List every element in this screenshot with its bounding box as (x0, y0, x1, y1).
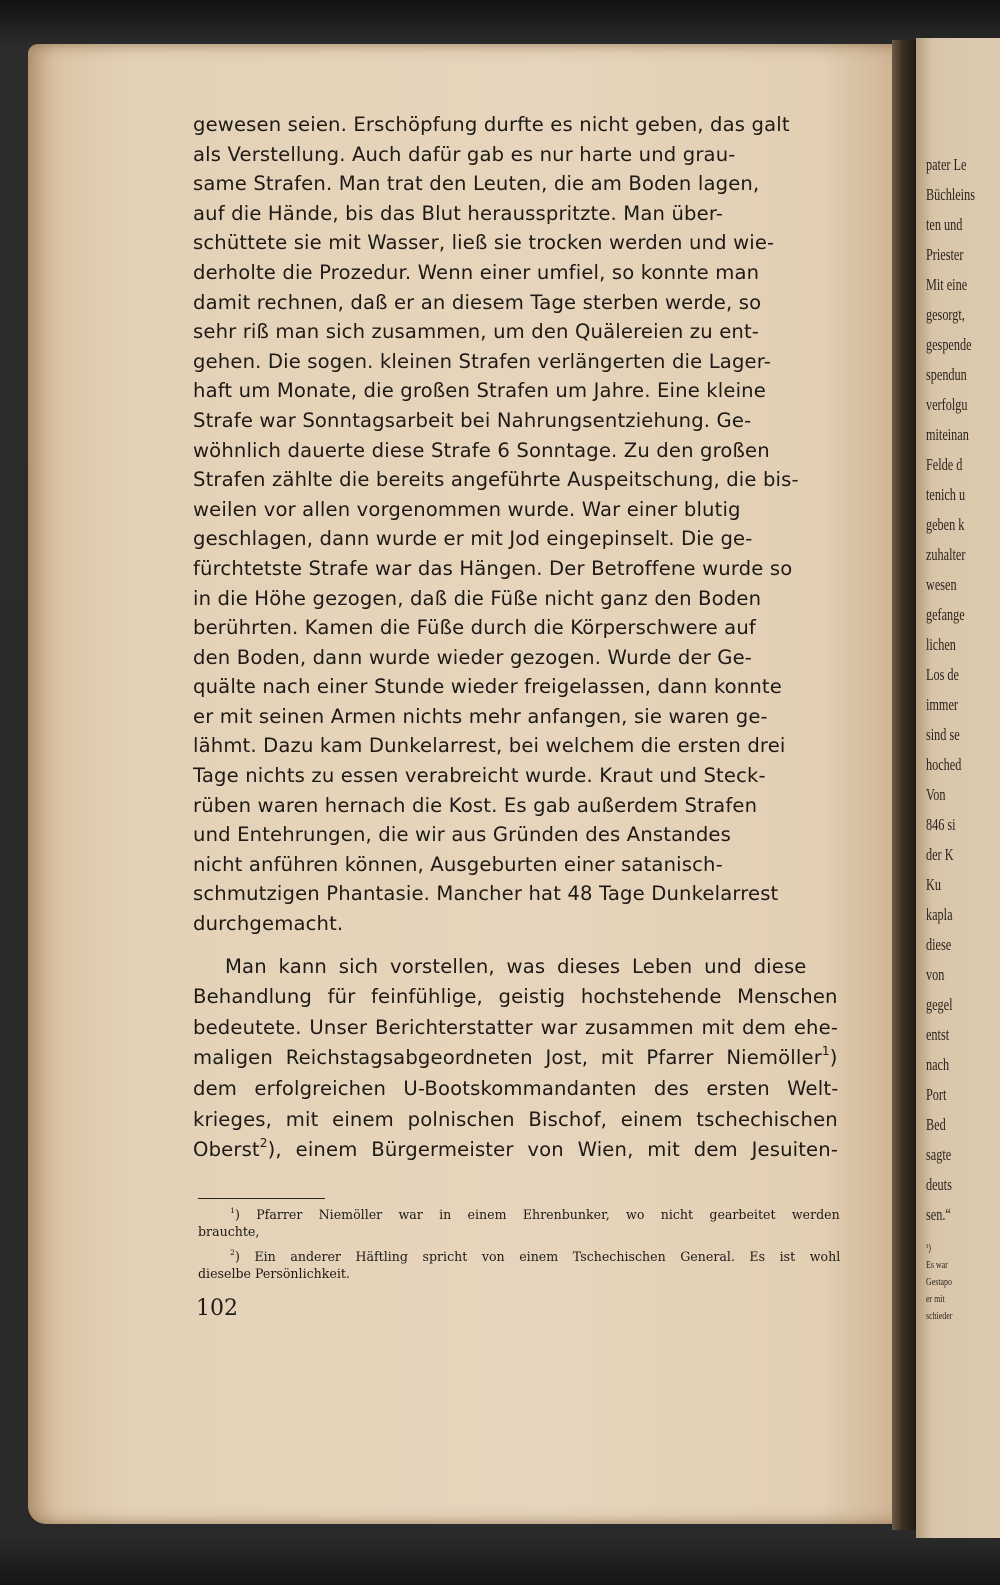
text-line: Oberst$^2$), einem Bürgermeister von Wien, mit dem Jesuiten- (193, 1135, 838, 1162)
text-line: lähmt. Dazu kam Dunkelarrest, bei welchem die ersten drei (193, 734, 786, 758)
facing-page-line: nach (926, 1055, 950, 1074)
text-line: weilen vor allen vorgenommen wurde. War einer blutig (193, 497, 741, 521)
book-gutter (892, 40, 918, 1530)
facing-page-line: gefange (926, 605, 965, 624)
text-line: rüben waren hernach die Kost. Es gab außerdem Strafen (193, 793, 758, 817)
paragraph-2 (193, 952, 838, 1166)
text-line: dem erfolgreichen U-Bootskommandanten des ersten Welt- (193, 1077, 838, 1100)
facing-page-line: lichen (926, 635, 956, 654)
text-line: haft um Monate, die großen Strafen um Jahre. Eine kleine (193, 379, 766, 403)
text-line: als Verstellung. Auch dafür gab es nur harte und grau- (193, 142, 736, 166)
text-line: bedeutete. Unser Berichterstatter war zusammen mit dem ehe- (193, 1015, 838, 1039)
text-line: maligen Reichstagsabgeordneten Jost, mit Pfarrer Niemöller$^1$) (193, 1044, 838, 1070)
paragraph-1 (193, 110, 838, 939)
facing-page-footnote-line: Gestapo (926, 1276, 952, 1288)
facing-page-line: wesen (926, 575, 957, 594)
text-line: geschlagen, dann wurde er mit Jod eingepinselt. Die ge- (193, 527, 753, 551)
footnote-line: brauchte, (198, 1224, 260, 1239)
facing-page-line: Bed (926, 1115, 946, 1134)
text-line: auf die Hände, bis das Blut herausspritzte. Man über- (193, 201, 723, 225)
facing-page-line: immer (926, 695, 958, 714)
facing-page-line: zuhalter (926, 545, 966, 564)
facing-page-line: tenich u (926, 485, 966, 504)
text-line: nicht anführen können, Ausgeburten einer satanisch- (193, 852, 723, 876)
text-line: Strafe war Sonntagsarbeit bei Nahrungsentziehung. Ge- (193, 408, 752, 432)
text-line: damit rechnen, daß er an diesem Tage sterben werde, so (193, 290, 762, 314)
text-line: quälte nach einer Stunde wieder freigelassen, dann konnte (193, 675, 782, 699)
text-line: same Strafen. Man trat den Leuten, die am Boden lagen, (193, 172, 760, 196)
facing-page-footnote-line: ¹) (926, 1242, 932, 1254)
facing-page-line: miteinan (926, 425, 969, 444)
text-line: wöhnlich dauerte diese Strafe 6 Sonntage. Zu den großen (193, 438, 770, 462)
text-line: und Entehrungen, die wir aus Gründen des Anstandes (193, 823, 731, 847)
facing-page-line: sagte (926, 1145, 952, 1164)
facing-page-line: Ku (926, 875, 941, 894)
page-number: 102 (196, 1296, 238, 1321)
text-line: gehen. Die sogen. kleinen Strafen verlängerten die Lager- (193, 349, 771, 373)
facing-page-line: deuts (926, 1175, 952, 1194)
facing-page-text (926, 150, 991, 1325)
facing-page-line: pater Le (926, 155, 967, 174)
facing-page-line: diese (926, 935, 952, 954)
text-line: berührten. Kamen die Füße durch die Körperschwere auf (193, 616, 756, 640)
text-line: sehr riß man sich zusammen, um den Quälereien zu ent- (193, 320, 760, 344)
footnote-line: $^1$) Pfarrer Niemöller war in einem Ehrenbunker, wo nicht gearbeitet werden (230, 1205, 840, 1222)
footnote-line: $^2$) Ein anderer Häftling spricht von einem Tschechischen General. Es ist wohl (230, 1247, 841, 1264)
footnotes (198, 1206, 840, 1282)
text-line: Man kann sich vorstellen, was dieses Leben und diese (225, 954, 807, 978)
facing-page-line: ten und (926, 215, 963, 234)
footnote-separator (198, 1198, 325, 1199)
text-line: gewesen seien. Erschöpfung durfte es nicht geben, das galt (193, 113, 790, 136)
facing-page-line: Büchleins (926, 185, 975, 204)
text-line: krieges, mit einem polnischen Bischof, einem tschechischen (193, 1107, 838, 1131)
text-line: Tage nichts zu essen verabreicht wurde. Kraut und Steck- (193, 764, 766, 788)
text-line: schmutzigen Phantasie. Mancher hat 48 Tage Dunkelarrest (193, 882, 779, 906)
facing-page-line: entst (926, 1025, 950, 1044)
footnote-marker: 1 (821, 1044, 830, 1059)
facing-page-line: kapla (926, 905, 953, 924)
facing-page-line: Von (926, 785, 946, 804)
facing-page-footnote-line: Es war (926, 1259, 948, 1271)
footnote-marker: 2 (259, 1135, 268, 1150)
facing-page-footnote-line: schieder (926, 1310, 953, 1322)
facing-page-line: gesorgt, (926, 305, 965, 324)
facing-page-line: der K (926, 845, 954, 864)
facing-page-line: Priester (926, 245, 964, 264)
facing-page-line: Los de (926, 665, 959, 684)
facing-page-footnote-line: er mit (926, 1293, 945, 1305)
facing-page-line: gespende (926, 335, 972, 354)
text-line: durchgemacht. (193, 912, 344, 936)
facing-page-line: sind se (926, 725, 960, 744)
facing-page-line: sen.“ (926, 1205, 951, 1224)
text-line: Strafen zählte die bereits angeführte Auspeitschung, die bis- (193, 468, 799, 492)
facing-page-line: Felde d (926, 455, 963, 474)
facing-page-line: gegel (926, 995, 953, 1014)
facing-page-line: von (926, 965, 945, 984)
text-line: schüttete sie mit Wasser, ließ sie trocken werden und wie- (193, 231, 775, 255)
text-line: Behandlung für feinfühlige, geistig hochstehende Menschen (193, 985, 838, 1009)
text-line: derholte die Prozedur. Wenn einer umfiel, so konnte man (193, 260, 760, 284)
facing-page-line: hoched (926, 755, 962, 774)
text-line: in die Höhe gezogen, daß die Füße nicht ganz den Boden (193, 586, 762, 610)
facing-page-line: 846 si (926, 815, 956, 834)
book-page-right-partial (916, 38, 1000, 1538)
facing-page-line: Port (926, 1085, 947, 1104)
text-line: fürchtetste Strafe war das Hängen. Der Betroffene wurde so (193, 556, 793, 580)
text-line: den Boden, dann wurde wieder gezogen. Wurde der Ge- (193, 645, 753, 669)
facing-page-line: Mit eine (926, 275, 968, 294)
facing-page-line: spendun (926, 365, 967, 384)
text-line: er mit seinen Armen nichts mehr anfangen, sie waren ge- (193, 704, 768, 728)
facing-page-line: geben k (926, 515, 965, 534)
facing-page-line: verfolgu (926, 395, 968, 414)
main-text-block (193, 110, 838, 1166)
footnote-line: dieselbe Persönlichkeit. (198, 1266, 350, 1281)
